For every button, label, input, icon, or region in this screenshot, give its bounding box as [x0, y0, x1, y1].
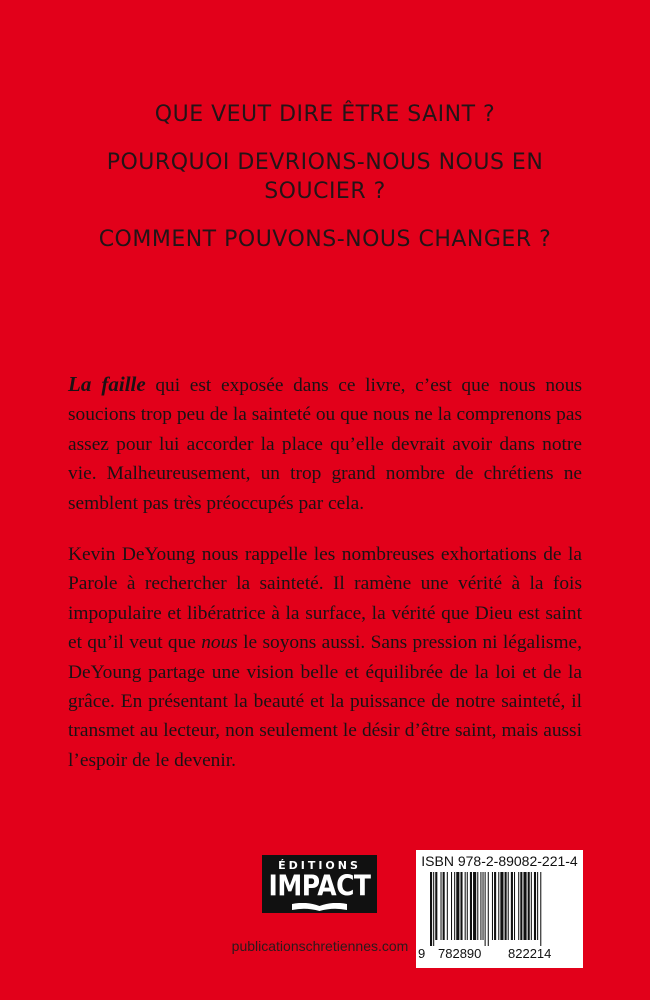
paragraph-2: [68, 540, 582, 775]
barcode-digit-first: 9: [418, 946, 426, 961]
question-3: COMMENT POUVONS-NOUS CHANGER ?: [98, 227, 552, 252]
barcode-bar: [488, 872, 489, 946]
barcode-digit-group-1: 782890: [438, 946, 482, 961]
barcode-bar: [508, 872, 509, 940]
question-2: POURQUOI DEVRIONS-NOUS NOUS EN SOUCIER ?: [106, 150, 544, 204]
barcode-bar: [520, 872, 522, 940]
paragraph-1-text: qui est exposée dans ce livre, c’est que nous nous soucions trop peu de la sainteté ou que nous ne la comprenons pas assez pour lui accorder la place qu’elle devrait avoir dans notre vie. Malheureusement, un trop grand nombre de chrétiens ne semblent pas très préoccupés par cela.: [68, 375, 582, 514]
barcode-bar: [435, 872, 437, 940]
paragraph-2-text-b: le soyons aussi. Sans pression ni légalisme, DeYoung partage une vision belle et équilibrée de la loi et de la grâce. En présentant la beauté et la puissance de notre sainteté, il transmet au lecteur, non seulement le désir d’être saint, mais aussi l’espoir de le devenir.: [68, 632, 582, 771]
barcode-bar: [454, 872, 455, 940]
barcode-bars: [424, 872, 576, 946]
barcode-bar: [480, 872, 481, 940]
isbn-barcode: [416, 850, 583, 968]
barcode-bar: [483, 872, 484, 940]
description-block: [68, 370, 582, 797]
barcode-bar: [531, 872, 532, 940]
questions-block: [70, 100, 580, 273]
paragraph-2-text-a: Kevin DeYoung nous rappelle les nombreuses exhortations de la Parole à rechercher la sainteté. Il ramène une vérité à la fois impopulaire et libératrice à la surface, la vérité que Dieu est saint et qu’il veut que: [68, 544, 582, 654]
logo-impact-text: IMPACT: [268, 868, 371, 903]
publisher-website: publicationschretiennes.com: [231, 938, 409, 954]
barcode-bar: [523, 872, 526, 940]
barcode-digit-group-2: 822214: [508, 946, 552, 961]
barcode-bar: [494, 872, 496, 940]
barcode-bar: [451, 872, 452, 940]
barcode-bar: [485, 872, 486, 946]
barcode-bar: [456, 872, 459, 940]
barcode-bar: [514, 872, 515, 940]
barcode-bar: [443, 872, 445, 940]
barcode-bar: [470, 872, 472, 940]
barcode-bar: [498, 872, 499, 940]
paragraph-2-emphasis: nous: [201, 632, 238, 654]
barcode-bar: [447, 872, 448, 940]
barcode-bar: [433, 872, 434, 946]
barcode-bar: [537, 872, 538, 940]
open-book-icon: [292, 903, 347, 911]
paragraph-1: [68, 370, 582, 518]
barcode-bar: [505, 872, 507, 940]
barcode-bar: [430, 872, 432, 946]
publisher-logo: [262, 855, 377, 913]
question-1: QUE VEUT DIRE ÊTRE SAINT ?: [154, 102, 496, 127]
barcode-bar: [540, 872, 541, 946]
barcode-bar: [467, 872, 468, 940]
isbn-text: ISBN 978-2-89082-221-4: [421, 853, 578, 869]
barcode-bar: [441, 872, 442, 940]
book-title-inline: La faille: [68, 372, 146, 396]
barcode-bar: [500, 872, 503, 940]
barcode-bar: [473, 872, 476, 940]
barcode-bar: [518, 872, 519, 940]
barcode-bar: [477, 872, 478, 940]
barcode-bar: [492, 872, 493, 940]
barcode-bar: [528, 872, 530, 940]
barcode-bar: [511, 872, 513, 940]
barcode-bar: [465, 872, 466, 940]
logo-editions-text: ÉDITIONS: [278, 859, 361, 872]
barcode-bar: [460, 872, 462, 940]
barcode-bar: [534, 872, 536, 940]
